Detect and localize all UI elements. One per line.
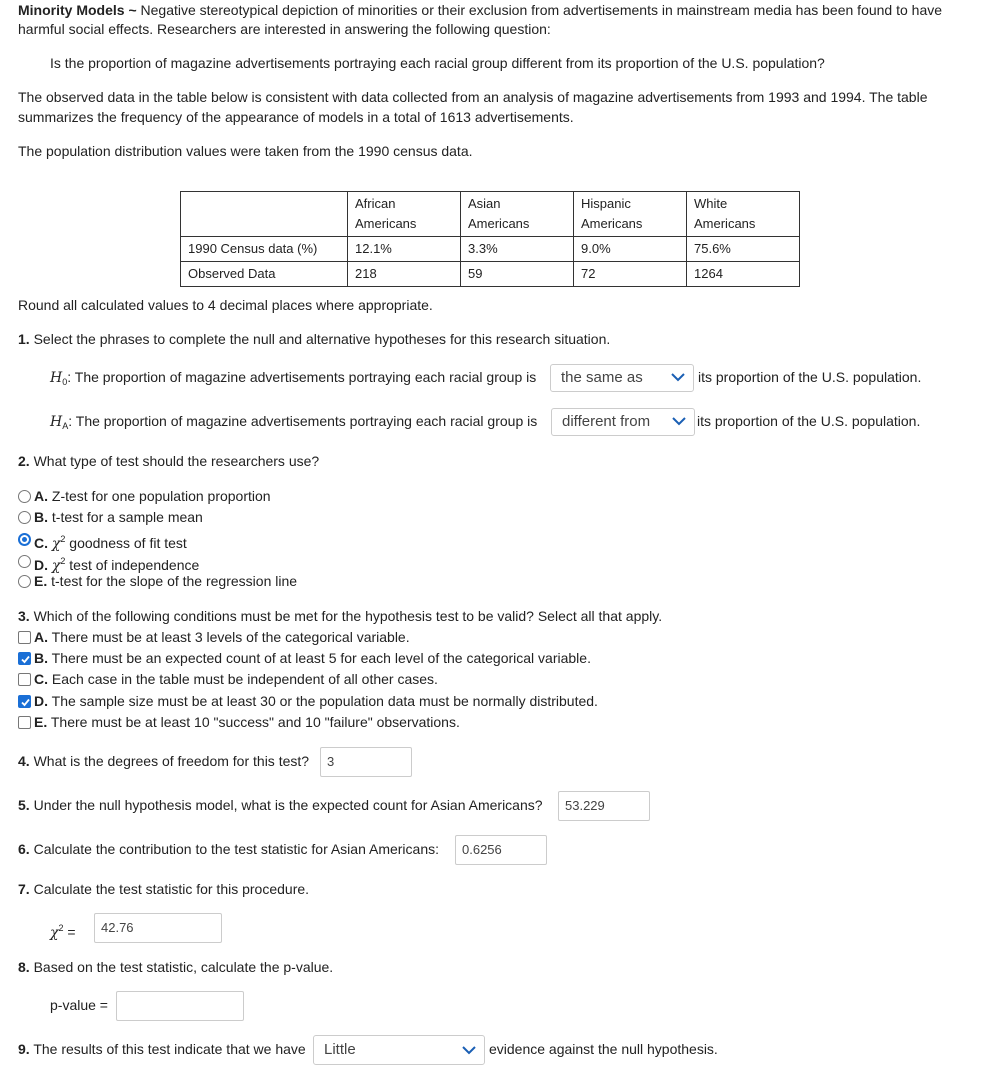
q6-prompt: 6. Calculate the contribution to the test statistic for Asian Americans: (18, 841, 440, 857)
row-label: Observed Data (181, 262, 348, 287)
h0-tail: its proportion of the U.S. population. (698, 369, 922, 385)
option-c-label: C. $\chi^2$ goodness of fit test (34, 534, 187, 552)
q3-option-b-label: B. There must be an expected count of at least 5 for each level of the categorical variable. (34, 650, 591, 666)
table-cell: 72 (574, 262, 687, 287)
table-row (181, 237, 800, 262)
chevron-down-icon (672, 417, 686, 426)
expected-count-input[interactable]: 53.229 (558, 791, 650, 821)
q3-option-d-label: D. The sample size must be at least 30 or the population data must be normally distributed. (34, 693, 598, 709)
checkbox-option-d[interactable] (18, 695, 31, 708)
para3: The population distribution values were taken from the 1990 census data. (18, 143, 473, 159)
p-value-label: p-value = (50, 997, 108, 1013)
table-header-cell: Hispanic Americans (574, 192, 687, 237)
table-cell: 218 (348, 262, 461, 287)
q9-tail: evidence against the null hypothesis. (489, 1041, 718, 1057)
q8-prompt: 8. Based on the test statistic, calculate the p-value. (18, 959, 334, 975)
h0-statement: $H_0$: The proportion of magazine advertisements portraying each racial group is (50, 369, 537, 387)
q4-prompt: 4. What is the degrees of freedom for this test? (18, 753, 310, 769)
radio-option-e[interactable] (18, 575, 31, 588)
row-label: 1990 Census data (%) (181, 237, 348, 262)
q1-prompt: 1. Select the phrases to complete the null and alternative hypotheses for this research situation. (18, 331, 611, 347)
option-b-label: B. t-test for a sample mean (34, 509, 203, 525)
chi-square-label: $\chi^2$ = (50, 923, 76, 941)
intro-line-1 (18, 0, 942, 20)
q3-option-e-label: E. There must be at least 10 "success" and 10 "failure" observations. (34, 714, 460, 730)
h0-select[interactable]: the same as (550, 364, 694, 392)
q2-prompt: 2. What type of test should the researchers use? (18, 453, 320, 469)
para2-line-1: The observed data in the table below is consistent with data collected from an analysis of magazine advertisements from 1993 and 1994. The table (18, 89, 928, 105)
option-a-label: A. Z-test for one population proportion (34, 488, 271, 504)
round-note: Round all calculated values to 4 decimal places where appropriate. (18, 297, 433, 313)
table-cell: 9.0% (574, 237, 687, 262)
q9-prompt: 9. The results of this test indicate that we have (18, 1041, 306, 1057)
table-header-cell: Asian Americans (461, 192, 574, 237)
table-header-cell: African Americans (348, 192, 461, 237)
table-row (181, 262, 800, 287)
table-cell: 3.3% (461, 237, 574, 262)
research-question: Is the proportion of magazine advertisements portraying each racial group different from its proportion of the U.S. population? (50, 55, 825, 71)
table-cell: 1264 (687, 262, 800, 287)
chevron-down-icon (671, 373, 685, 382)
radio-option-c[interactable] (18, 533, 31, 546)
radio-option-a[interactable] (18, 490, 31, 503)
checkbox-option-a[interactable] (18, 631, 31, 644)
degrees-freedom-input[interactable]: 3 (320, 747, 412, 777)
table-cell: 75.6% (687, 237, 800, 262)
checkmark-icon (20, 654, 31, 665)
intro-text-1: Negative stereotypical depiction of minorities or their exclusion from advertisements in mainstream media has been found to have (140, 2, 943, 18)
q5-prompt: 5. Under the null hypothesis model, what is the expected count for Asian Americans? (18, 797, 543, 813)
table-header-cell: White Americans (687, 192, 800, 237)
p-value-input[interactable] (116, 991, 244, 1021)
radio-option-d[interactable] (18, 555, 31, 568)
checkbox-option-b[interactable] (18, 652, 31, 665)
problem-title: Minority Models ~ (18, 2, 137, 18)
data-table (180, 191, 800, 287)
intro-line-2: harmful social effects. Researchers are interested in answering the following question: (18, 21, 551, 37)
table-corner-cell (181, 192, 348, 237)
option-d-label: D. $\chi^2$ test of independence (34, 556, 200, 574)
checkbox-option-c[interactable] (18, 673, 31, 686)
test-statistic-input[interactable]: 42.76 (94, 913, 222, 943)
contribution-input[interactable]: 0.6256 (455, 835, 547, 865)
para2-line-2: summarizes the frequency of the appearance of models in a total of 1613 advertisements. (18, 109, 574, 125)
q7-prompt: 7. Calculate the test statistic for this procedure. (18, 881, 310, 897)
ha-tail: its proportion of the U.S. population. (697, 413, 921, 429)
table-cell: 12.1% (348, 237, 461, 262)
option-e-label: E. t-test for the slope of the regression line (34, 573, 298, 589)
q3-prompt: 3. Which of the following conditions must be met for the hypothesis test to be valid? Select all that apply. (18, 608, 663, 624)
chevron-down-icon (462, 1046, 476, 1055)
q3-option-c-label: C. Each case in the table must be independent of all other cases. (34, 671, 438, 687)
evidence-select[interactable]: Little (313, 1035, 485, 1065)
q3-option-a-label: A. There must be at least 3 levels of the categorical variable. (34, 629, 410, 645)
radio-option-b[interactable] (18, 511, 31, 524)
checkmark-icon (20, 697, 31, 708)
table-cell: 59 (461, 262, 574, 287)
ha-select[interactable]: different from (551, 408, 695, 436)
checkbox-option-e[interactable] (18, 716, 31, 729)
table-header-row (181, 192, 800, 237)
ha-statement: $H_A$: The proportion of magazine advertisements portraying each racial group is (50, 413, 538, 431)
